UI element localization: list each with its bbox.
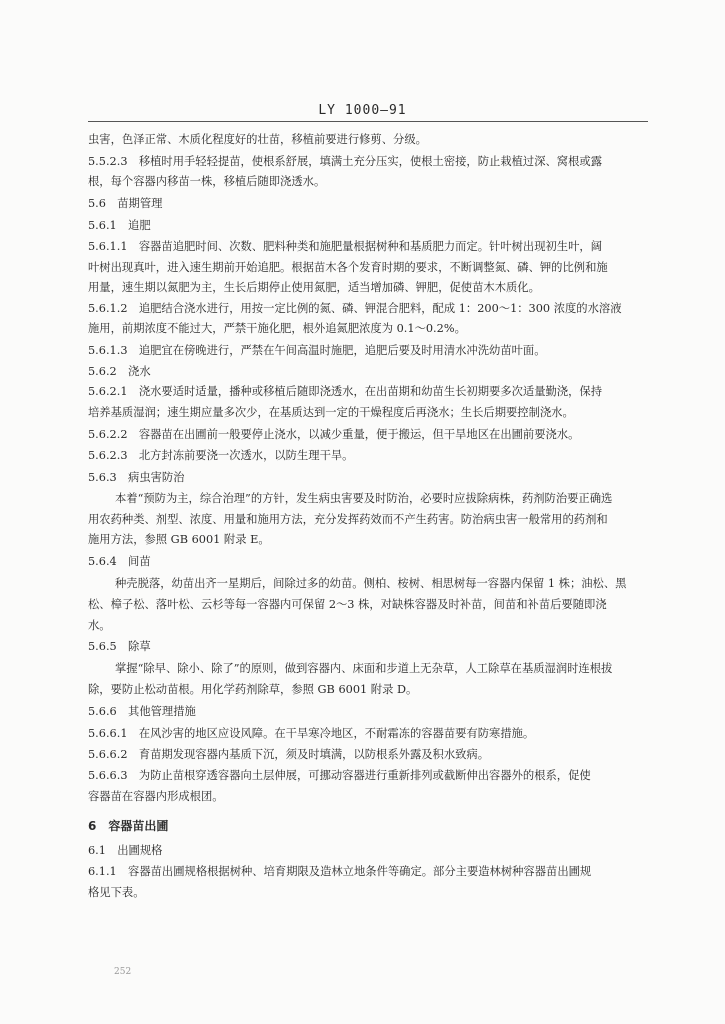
text-line: 本着“预防为主，综合治理”的方针，发生病虫害要及时防治，必要时应拔除病株，药剂防治要正确选: [115, 492, 613, 505]
text-line: 5.6.1 追肥: [88, 219, 151, 232]
text-line: 松、樟子松、落叶松、云杉等每一容器内可保留 2～3 株，对缺株容器及时补苗，间苗和补苗后要随即浇: [88, 598, 607, 611]
text-line: 容器苗在容器内形成根团。: [88, 790, 224, 803]
text-line: 5.6.1.3 追肥宜在傍晚进行，严禁在午间高温时施肥，追肥后要及时用清水冲洗幼苗叶面。: [88, 344, 546, 357]
text-line: 5.6.1.2 追肥结合浇水进行，用按一定比例的氮、磷、钾混合肥料，配成 1：200～1：300 浓度的水溶液: [88, 302, 622, 315]
text-line: 除，要防止松动苗根。用化学药剂除草，参照 GB 6001 附录 D。: [88, 683, 418, 696]
text-line: 施用方法，参照 GB 6001 附录 E。: [88, 533, 270, 546]
text-line: 虫害，色泽正常、木质化程度好的壮苗，移植前要进行修剪、分级。: [88, 133, 427, 146]
text-line: 格见下表。: [88, 886, 145, 899]
text-line: 5.6.2.1 浇水要适时适量，播种或移植后随即浇透水，在出苗期和幼苗生长初期要多次适量勤浇，保持: [88, 385, 602, 398]
text-line: 6.1 出圃规格: [88, 844, 163, 857]
text-line: 5.6.2.3 北方封冻前要浇一次透水，以防生理干旱。: [88, 449, 354, 462]
text-line: 5.6.4 间苗: [88, 555, 151, 568]
text-line: 培养基质湿润；速生期应量多次少，在基质达到一定的干燥程度后再浇水；生长后期要控制浇水。: [88, 406, 574, 419]
page-number: 252: [114, 967, 132, 977]
text-line: 水。: [88, 619, 111, 632]
text-line: 5.6.6.3 为防止苗根穿透容器向土层伸展，可挪动容器进行重新排列或截断伸出容器外的根系，促使: [88, 769, 591, 782]
text-line: 叶树出现真叶，进入速生期前开始追肥。根据苗木各个发育时期的要求，不断调整氮、磷、钾的比例和施: [88, 261, 608, 274]
text-line: 用量，速生期以氮肥为主，生长后期停止使用氮肥，适当增加磷、钾肥，促使苗木木质化。: [88, 281, 540, 294]
text-line: 5.6.5 除草: [88, 640, 151, 653]
text-line: 5.6.1.1 容器苗追肥时间、次数、肥料种类和施肥量根据树种和基质肥力而定。针叶树出现初生叶，阔: [88, 240, 602, 253]
text-line: 施用，前期浓度不能过大，严禁干施化肥，根外追氮肥浓度为 0.1～0.2%。: [88, 322, 466, 335]
page-header: LY 1000—91: [318, 103, 407, 118]
text-line: 5.6.6 其他管理措施: [88, 705, 196, 718]
text-line: 5.6.6.2 育苗期发现容器内基质下沉，须及时填满，以防根系外露及积水致病。: [88, 748, 490, 761]
text-line: 5.6 苗期管理: [88, 197, 163, 210]
text-line: 种壳脱落，幼苗出齐一星期后，间除过多的幼苗。侧柏、桉树、相思树每一容器内保留 1 株；油松、黑: [115, 577, 627, 590]
text-line: 5.6.2.2 容器苗在出圃前一般要停止浇水，以减少重量，便于搬运，但干旱地区在出圃前要浇水。: [88, 428, 580, 441]
text-line: 根，每个容器内移苗一株，移植后随即浇透水。: [88, 175, 326, 188]
text-line: 用农药种类、剂型、浓度、用量和施用方法，充分发挥药效而不产生药害。防治病虫害一般常用的药剂和: [88, 513, 608, 526]
text-line: 5.6.2 浇水: [88, 365, 151, 378]
text-line: 5.6.3 病虫害防治: [88, 471, 185, 484]
text-line: 5.6.6.1 在风沙害的地区应设风障。在干旱寒冷地区，不耐霜冻的容器苗要有防寒措施。: [88, 727, 535, 740]
text-line: 掌握“除早、除小、除了”的原则，做到容器内、床面和步道上无杂草，人工除草在基质湿润时连根拔: [115, 662, 613, 675]
text-line: 6.1.1 容器苗出圃规格根据树种、培育期限及造林立地条件等确定。部分主要造林树种容器苗出圃规: [88, 865, 592, 878]
text-line: 5.5.2.3 移植时用手轻轻提苗，使根系舒展，填满土充分压实，使根土密接，防止栽植过深、窝根或露: [88, 155, 602, 168]
section-heading: 6 容器苗出圃: [88, 819, 169, 833]
header-rule: [88, 121, 648, 122]
